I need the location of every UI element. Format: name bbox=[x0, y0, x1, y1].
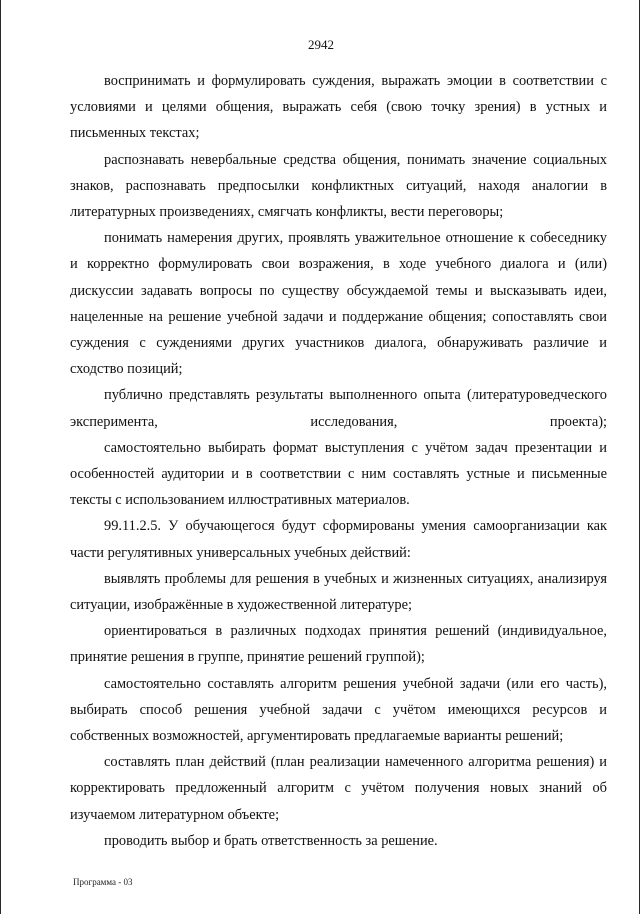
page-number: 2942 bbox=[308, 37, 334, 52]
paragraph: распознавать невербальные средства общения, понимать значение социальных знаков, распознавать предпосылки конфликтных ситуаций, находя аналогии в литературных произведениях, смягчать конфликты, вести переговоры; bbox=[70, 151, 607, 221]
paragraph: понимать намерения других, проявлять уважительное отношение к собеседнику и корректно формулировать свои возражения, в ходе учебного диалога и (или) дискуссии задавать вопросы по существу обсуждаемой темы и высказывать идеи, нацеленные на решение учебной задачи и поддержание общения; сопоставлять свои суждения с суждениями других участников диалога, обнаруживать различие и сходство позиций; bbox=[70, 230, 607, 378]
paragraph: воспринимать и формулировать суждения, выражать эмоции в соответствии с условиями и целями общения, выражать себя (свою точку зрения) в устных и письменных текстах; bbox=[70, 73, 607, 142]
paragraph: публично представлять результаты выполненного опыта (литературоведческого эксперимента, исследования, проекта); bbox=[70, 387, 607, 430]
paragraph: 99.11.2.5. У обучающегося будут сформированы умения самоорганизации как части регулятивных универсальных учебных действий: bbox=[70, 518, 607, 561]
page-footer: Программа - 03 bbox=[73, 877, 133, 887]
paragraph: проводить выбор и брать ответственность за решение. bbox=[104, 832, 438, 849]
paragraph: ориентироваться в различных подходах принятия решений (индивидуальное, принятие решения в группе, принятие решений группой); bbox=[70, 623, 607, 666]
paragraph: самостоятельно составлять алгоритм решения учебной задачи (или его часть), выбирать способ решения учебной задачи с учётом имеющихся ресурсов и собственных возможностей, аргументировать предлагаемые варианты решений; bbox=[70, 675, 607, 745]
paragraph: самостоятельно выбирать формат выступления с учётом задач презентации и особенностей аудитории и в соответствии с ним составлять устные и письменные тексты с использованием иллюстративных материалов. bbox=[70, 439, 607, 509]
paragraph: выявлять проблемы для решения в учебных и жизненных ситуациях, анализируя ситуации, изображённые в художественной литературе; bbox=[70, 570, 607, 614]
document-body bbox=[70, 68, 607, 854]
paragraph: составлять план действий (план реализации намеченного алгоритма решения) и корректировать предложенный алгоритм с учётом получения новых знаний об изучаемом литературном объекте; bbox=[70, 754, 607, 823]
